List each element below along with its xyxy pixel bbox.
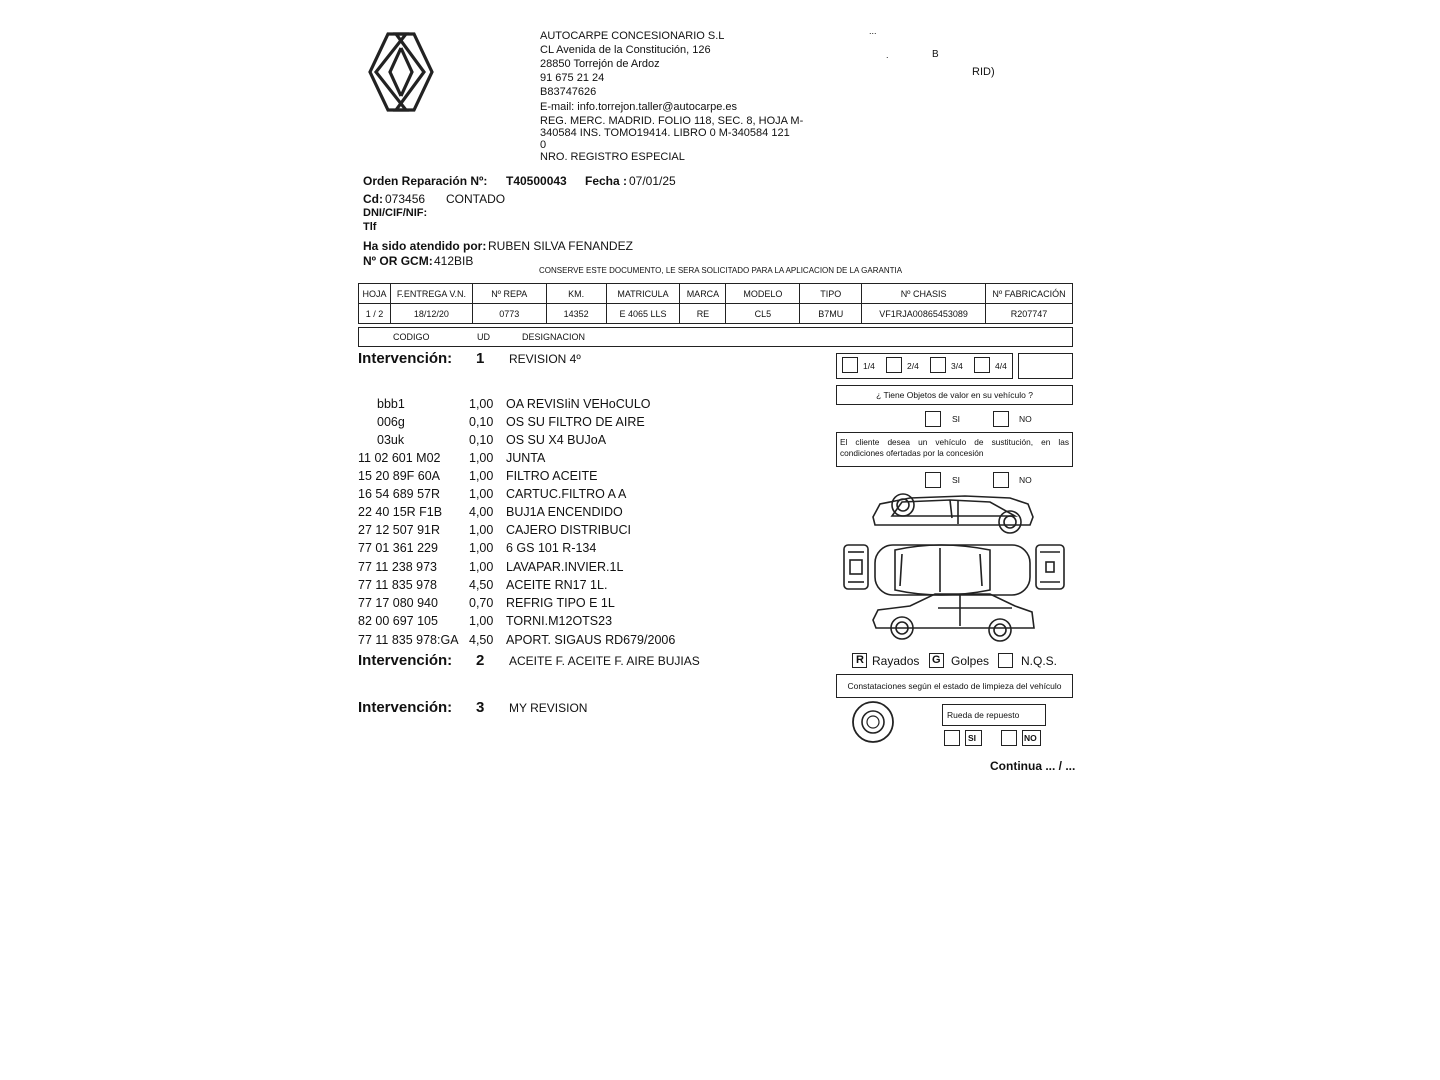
payment-method: CONTADO bbox=[446, 192, 506, 206]
intervention-desc: REVISION 4º bbox=[509, 352, 581, 366]
value-cell: 18/12/20 bbox=[390, 304, 472, 324]
valuables-no-label: NO bbox=[1019, 414, 1032, 424]
customer-fragment-b: B bbox=[932, 49, 939, 60]
company-phone: 91 675 21 24 bbox=[540, 72, 605, 84]
column-codigo: CODIGO bbox=[393, 332, 430, 342]
vehicle-table bbox=[358, 283, 1073, 324]
header-cell: Nº FABRICACIÓN bbox=[986, 284, 1073, 304]
legend-nqs-box bbox=[998, 653, 1013, 668]
company-address: CL Avenida de la Constitución, 126 bbox=[540, 44, 711, 56]
item-ud: 0,10 bbox=[469, 415, 494, 429]
item-ud: 1,00 bbox=[469, 541, 494, 555]
item-desc: 6 GS 101 R-134 bbox=[506, 541, 597, 555]
cd-label: Cd: bbox=[363, 192, 383, 206]
item-ud: 1,00 bbox=[469, 451, 494, 465]
item-ud: 1,00 bbox=[469, 487, 494, 501]
item-desc: CARTUC.FILTRO A A bbox=[506, 487, 627, 501]
item-desc: OA REVISIiN VEHoCULO bbox=[506, 397, 651, 411]
gcm-value: 412BIB bbox=[434, 254, 474, 268]
spare-wheel-si-checkbox[interactable] bbox=[944, 730, 960, 746]
customer-fragment-dots: ... bbox=[869, 26, 877, 36]
order-number: T40500043 bbox=[506, 174, 567, 188]
continua-label: Continua ... / ... bbox=[990, 759, 1076, 773]
item-code: 77 11 835 978 bbox=[358, 578, 438, 592]
legend-r-letter: R bbox=[856, 654, 864, 666]
item-code: 82 00 697 105 bbox=[358, 614, 438, 628]
intervention-number: 3 bbox=[476, 699, 485, 716]
item-ud: 4,50 bbox=[469, 633, 494, 647]
item-desc: REFRIG TIPO E 1L bbox=[506, 596, 615, 610]
company-city: 28850 Torrejón de Ardoz bbox=[540, 58, 660, 70]
fuel-3-4-label: 3/4 bbox=[951, 361, 963, 371]
spare-wheel-no-label: NO bbox=[1024, 733, 1037, 743]
item-code: 03uk bbox=[377, 433, 405, 447]
intervention-label: Intervención: bbox=[358, 652, 453, 669]
legend-nqs: N.Q.S. bbox=[1021, 654, 1058, 668]
legend-r-box bbox=[852, 653, 867, 668]
fuel-extra-box bbox=[1018, 353, 1073, 379]
vehicle-table-row bbox=[359, 304, 1073, 324]
item-code: 22 40 15R F1B bbox=[358, 505, 443, 519]
car-rear-view-icon bbox=[1036, 545, 1064, 589]
company-registry-4: NRO. REGISTRO ESPECIAL bbox=[540, 151, 685, 163]
item-code: 77 01 361 229 bbox=[358, 541, 438, 555]
fuel-1-4-label: 1/4 bbox=[863, 361, 875, 371]
header-cell: F.ENTREGA V.N. bbox=[390, 284, 472, 304]
car-front-view-icon bbox=[844, 545, 868, 589]
intervention-number: 2 bbox=[476, 652, 485, 669]
header-cell: MARCA bbox=[680, 284, 726, 304]
spare-wheel-si-label: SI bbox=[968, 733, 977, 743]
fuel-2-4-label: 2/4 bbox=[907, 361, 919, 371]
spare-wheel-label: Rueda de repuesto bbox=[947, 710, 1020, 720]
item-code: 77 11 238 973 bbox=[358, 560, 438, 574]
item-desc: OS SU FILTRO DE AIRE bbox=[506, 415, 645, 429]
value-cell: VF1RJA00865453089 bbox=[862, 304, 986, 324]
item-code: 006g bbox=[377, 415, 405, 429]
attended-label: Ha sido atendido por: bbox=[363, 239, 487, 253]
value-cell: RE bbox=[680, 304, 726, 324]
fuel-4-4-checkbox[interactable] bbox=[974, 357, 990, 373]
renault-logo bbox=[366, 30, 436, 114]
cleanliness-label: Constataciones según el estado de limpieza del vehículo bbox=[847, 681, 1062, 691]
order-date: 07/01/25 bbox=[629, 174, 676, 188]
item-ud: 4,00 bbox=[469, 505, 494, 519]
customer-fragment-rid: RID) bbox=[972, 66, 995, 78]
intervention-number: 1 bbox=[476, 350, 485, 367]
item-desc: APORT. SIGAUS RD679/2006 bbox=[506, 633, 676, 647]
date-label: Fecha : bbox=[585, 174, 628, 188]
header-cell: MODELO bbox=[726, 284, 800, 304]
intervention-desc: MY REVISION bbox=[509, 701, 588, 715]
legend-rayados: Rayados bbox=[872, 654, 920, 668]
legend-g-box bbox=[929, 653, 944, 668]
item-ud: 0,70 bbox=[469, 596, 494, 610]
value-cell: E 4065 LLS bbox=[606, 304, 680, 324]
item-code: 77 11 835 978:GA bbox=[358, 633, 459, 647]
replacement-question: El cliente desea un vehículo de sustitución, en las condiciones ofertadas por la concesión bbox=[840, 437, 1069, 458]
car-plan-view-icon bbox=[875, 545, 1030, 595]
company-cif: B83747626 bbox=[540, 86, 597, 98]
fuel-4-4-label: 4/4 bbox=[995, 361, 1007, 371]
item-ud: 1,00 bbox=[469, 560, 494, 574]
item-code: 16 54 689 57R bbox=[358, 487, 441, 501]
item-code: 15 20 89F 60A bbox=[358, 469, 441, 483]
replacement-si-checkbox[interactable] bbox=[925, 472, 941, 488]
item-ud: 1,00 bbox=[469, 614, 494, 628]
company-registry-1: REG. MERC. MADRID. FOLIO 118, SEC. 8, HOJA M- bbox=[540, 115, 804, 127]
intervention-desc: ACEITE F. ACEITE F. AIRE BUJIAS bbox=[509, 654, 700, 668]
items-column-header bbox=[358, 327, 1073, 347]
customer-fragment-dot: . bbox=[886, 50, 889, 60]
column-designacion: DESIGNACION bbox=[522, 332, 586, 342]
valuables-si-checkbox[interactable] bbox=[925, 411, 941, 427]
item-desc: TORNI.M12OTS23 bbox=[506, 614, 613, 628]
order-label: Orden Reparación Nº: bbox=[363, 174, 488, 188]
company-name: AUTOCARPE CONCESIONARIO S.L bbox=[540, 30, 725, 42]
item-desc: BUJ1A ENCENDIDO bbox=[506, 505, 623, 519]
item-desc: CAJERO DISTRIBUCI bbox=[506, 523, 632, 537]
item-ud: 4,50 bbox=[469, 578, 494, 592]
valuables-no-checkbox[interactable] bbox=[993, 411, 1009, 427]
value-cell: R207747 bbox=[986, 304, 1073, 324]
dni-label: DNI/CIF/NIF: bbox=[363, 207, 428, 219]
item-code: 27 12 507 91R bbox=[358, 523, 441, 537]
column-ud: UD bbox=[477, 332, 490, 342]
replacement-no-checkbox[interactable] bbox=[993, 472, 1009, 488]
value-cell: B7MU bbox=[800, 304, 862, 324]
value-cell: 1 / 2 bbox=[359, 304, 391, 324]
spare-wheel-icon bbox=[851, 700, 895, 744]
fuel-3-4-checkbox[interactable] bbox=[930, 357, 946, 373]
guarantee-notice: CONSERVE ESTE DOCUMENTO, LE SERA SOLICITADO PARA LA APLICACION DE LA GARANTIA bbox=[539, 266, 903, 275]
company-email: E-mail: info.torrejon.taller@autocarpe.es bbox=[540, 101, 738, 113]
car-side-view-bottom-icon bbox=[873, 594, 1034, 641]
item-ud: 0,10 bbox=[469, 433, 494, 447]
vehicle-table-header bbox=[359, 284, 1073, 304]
item-code: bbb1 bbox=[377, 397, 405, 411]
fuel-1-4-checkbox[interactable] bbox=[842, 357, 858, 373]
item-desc: ACEITE RN17 1L. bbox=[506, 578, 608, 592]
header-cell: KM. bbox=[546, 284, 606, 304]
item-code: 11 02 601 M02 bbox=[358, 451, 441, 465]
header-cell: TIPO bbox=[800, 284, 862, 304]
legend-golpes: Golpes bbox=[951, 654, 990, 668]
valuables-question: ¿ Tiene Objetos de valor en su vehículo ? bbox=[876, 390, 1033, 400]
intervention-label: Intervención: bbox=[358, 350, 453, 367]
item-desc: JUNTA bbox=[506, 451, 546, 465]
item-desc: LAVAPAR.INVIER.1L bbox=[506, 560, 624, 574]
item-desc: OS SU X4 BUJoA bbox=[506, 433, 607, 447]
header-cell: HOJA bbox=[359, 284, 391, 304]
spare-wheel-no-checkbox[interactable] bbox=[1001, 730, 1017, 746]
item-ud: 1,00 bbox=[469, 523, 494, 537]
item-ud: 1,00 bbox=[469, 469, 494, 483]
tlf-label: Tlf bbox=[363, 221, 377, 233]
value-cell: 0773 bbox=[472, 304, 546, 324]
header-cell: MATRICULA bbox=[606, 284, 680, 304]
attended-by: RUBEN SILVA FENANDEZ bbox=[488, 239, 633, 253]
cd-value: 073456 bbox=[385, 192, 426, 206]
value-cell: CL5 bbox=[726, 304, 800, 324]
company-registry-3: 0 bbox=[540, 139, 547, 151]
valuables-si-label: SI bbox=[952, 414, 961, 424]
item-ud: 1,00 bbox=[469, 397, 494, 411]
intervention-label: Intervención: bbox=[358, 699, 453, 716]
header-cell: Nº CHASIS bbox=[862, 284, 986, 304]
item-desc: FILTRO ACEITE bbox=[506, 469, 598, 483]
fuel-2-4-checkbox[interactable] bbox=[886, 357, 902, 373]
replacement-si-label: SI bbox=[952, 475, 961, 485]
header-cell: Nº REPA bbox=[472, 284, 546, 304]
car-side-view-top-icon bbox=[873, 494, 1033, 533]
company-registry-2: 340584 INS. TOMO19414. LIBRO 0 M-340584 121 bbox=[540, 127, 790, 139]
gcm-label: Nº OR GCM: bbox=[363, 254, 433, 268]
car-damage-diagram[interactable] bbox=[840, 490, 1070, 645]
replacement-no-label: NO bbox=[1019, 475, 1032, 485]
value-cell: 14352 bbox=[546, 304, 606, 324]
legend-g-letter: G bbox=[932, 654, 941, 666]
item-code: 77 17 080 940 bbox=[358, 596, 438, 610]
